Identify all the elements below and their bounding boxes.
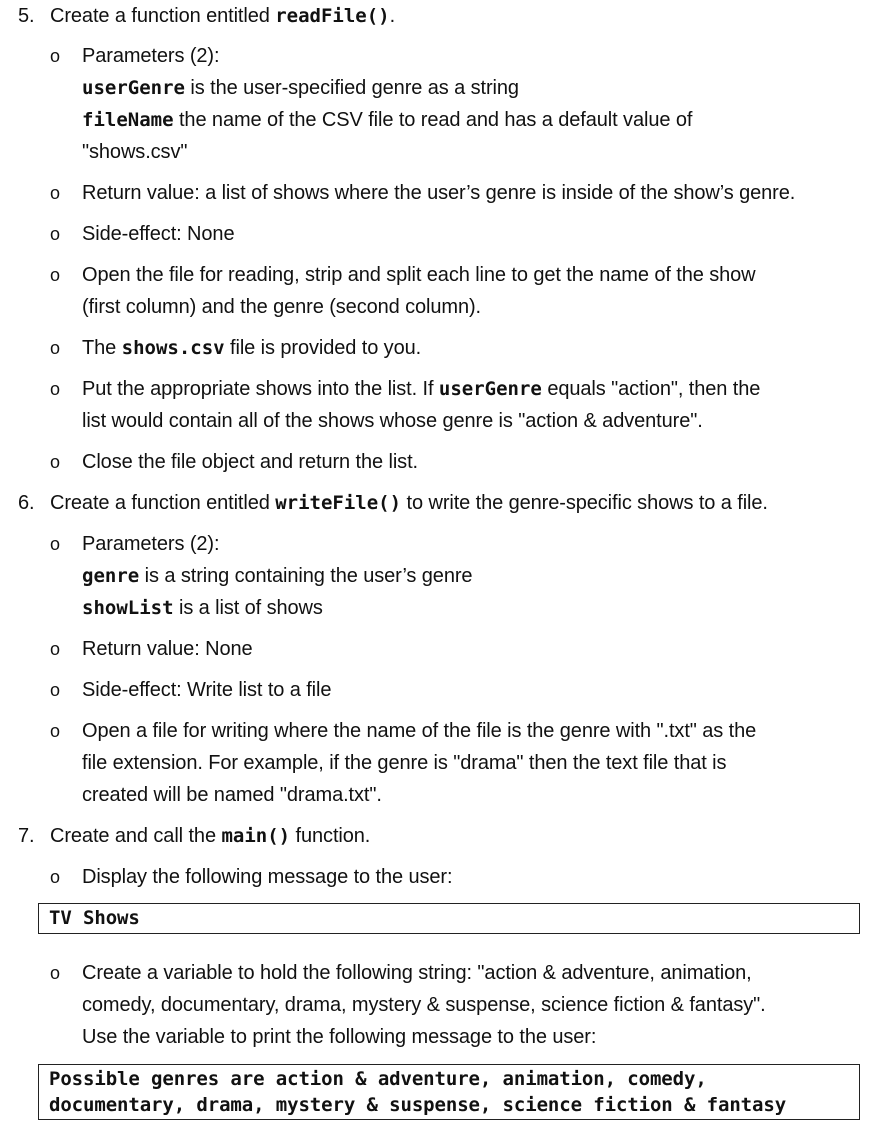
s5-return-value: Return value: a list of shows where the user’s genre is inside of the show’s genre. xyxy=(82,182,796,204)
s5-param-filename: fileName the name of the CSV file to read and has a default value of xyxy=(82,109,693,131)
output-box-possible-genres: Possible genres are action & adventure, animation, comedy, documentary, drama, mystery & suspense, science fiction & fantasy xyxy=(38,1064,860,1120)
s7-variable-line1: Create a variable to hold the following string: "action & adventure, animation, xyxy=(82,962,752,984)
function-name-main: main() xyxy=(221,825,291,847)
bullet-icon: o xyxy=(50,680,60,700)
s5-param-filename-default: "shows.csv" xyxy=(82,141,188,163)
s6-open-file-line3: created will be named "drama.txt". xyxy=(82,784,382,806)
item-number-6: 6. xyxy=(18,492,35,514)
s6-open-file-line1: Open a file for writing where the name of the file is the genre with ".txt" as the xyxy=(82,720,757,742)
s5-close-file: Close the file object and return the list. xyxy=(82,451,418,473)
bullet-icon: o xyxy=(50,867,60,887)
bullet-icon: o xyxy=(50,379,60,399)
function-name-readfile: readFile() xyxy=(275,5,390,27)
item-number-7: 7. xyxy=(18,825,35,847)
bullet-icon: o xyxy=(50,534,60,554)
s5-parameters-heading: Parameters (2): xyxy=(82,45,220,67)
s7-variable-line2: comedy, documentary, drama, mystery & suspense, science fiction & fantasy". xyxy=(82,994,766,1016)
section-5-heading: Create a function entitled readFile(). xyxy=(50,5,396,27)
section-7-heading: Create and call the main() function. xyxy=(50,825,371,847)
s7-display-message: Display the following message to the user: xyxy=(82,866,453,888)
bullet-icon: o xyxy=(50,721,60,741)
bullet-icon: o xyxy=(50,963,60,983)
s5-param-usergenre: userGenre is the user-specified genre as a string xyxy=(82,77,519,99)
bullet-icon: o xyxy=(50,224,60,244)
section-6-heading: Create a function entitled writeFile() to write the genre-specific shows to a file. xyxy=(50,492,768,514)
s6-open-file-line2: file extension. For example, if the genre is "drama" then the text file that is xyxy=(82,752,727,774)
output-box-tv-shows: TV Shows xyxy=(38,903,860,934)
s6-param-genre: genre is a string containing the user’s genre xyxy=(82,565,473,587)
s5-put-shows-line1: Put the appropriate shows into the list. If userGenre equals "action", then the xyxy=(82,378,761,400)
bullet-icon: o xyxy=(50,452,60,472)
s5-open-file-line1: Open the file for reading, strip and split each line to get the name of the show xyxy=(82,264,756,286)
s5-put-shows-line2: list would contain all of the shows whose genre is "action & adventure". xyxy=(82,410,703,432)
bullet-icon: o xyxy=(50,265,60,285)
s5-side-effect: Side-effect: None xyxy=(82,223,235,245)
bullet-icon: o xyxy=(50,183,60,203)
bullet-icon: o xyxy=(50,46,60,66)
s6-parameters-heading: Parameters (2): xyxy=(82,533,220,555)
bullet-icon: o xyxy=(50,338,60,358)
bullet-icon: o xyxy=(50,639,60,659)
s5-open-file-line2: (first column) and the genre (second column). xyxy=(82,296,482,318)
s6-return-value: Return value: None xyxy=(82,638,253,660)
s7-variable-line3: Use the variable to print the following message to the user: xyxy=(82,1026,597,1048)
s5-shows-csv-note: The shows.csv file is provided to you. xyxy=(82,337,422,359)
item-number-5: 5. xyxy=(18,5,35,27)
s6-side-effect: Side-effect: Write list to a file xyxy=(82,679,332,701)
s6-param-showlist: showList is a list of shows xyxy=(82,597,323,619)
function-name-writefile: writeFile() xyxy=(275,492,402,514)
